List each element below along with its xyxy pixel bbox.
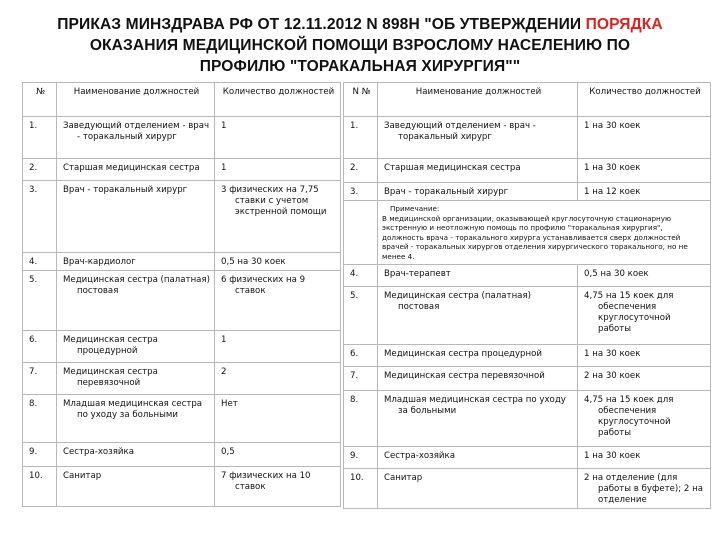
row-name: Медицинская сестра (палатная) постовая (378, 286, 578, 344)
row-count: Нет (215, 395, 341, 443)
table-row (23, 253, 341, 271)
note-text: В медицинской организации, оказывающей круглосуточную стационарную экстренную и неотложную помощь по профилю "торакальная хирургия", должность врача - торакального хирурга устанавливается сверх должностей врачей - торакальных хирургов отделения хирургического торакального, но не менее 4. (382, 213, 688, 261)
table-row (23, 363, 341, 395)
row-number: 5. (23, 271, 57, 331)
row-name: Старшая медицинская сестра (57, 159, 215, 181)
row-name: Младшая медицинская сестра по уходу за больными (57, 395, 215, 443)
row-number: 4. (23, 253, 57, 271)
row-number: 3. (344, 183, 378, 201)
row-count: 0,5 на 30 коек (215, 253, 341, 271)
page-title (20, 14, 700, 77)
row-count: 1 на 30 коек (578, 159, 711, 183)
header-position-name: Наименование должностей (378, 83, 578, 117)
title-line-3: ПРОФИЛЮ "ТОРАКАЛЬНАЯ ХИРУРГИЯ"" (199, 58, 521, 75)
row-name: Медицинская сестра процедурной (378, 344, 578, 366)
header-number: № (23, 83, 57, 117)
table-row (23, 443, 341, 467)
row-name: Медицинская сестра перевязочной (378, 366, 578, 390)
row-name: Врач - торакальный хирург (378, 183, 578, 201)
table-row (23, 331, 341, 363)
table-header-row (344, 83, 711, 117)
row-name: Младшая медицинская сестра по уходу за больными (378, 390, 578, 446)
row-number: 8. (23, 395, 57, 443)
row-name: Сестра-хозяйка (57, 443, 215, 467)
row-count: 1 на 30 коек (578, 344, 711, 366)
row-number: 4. (344, 264, 378, 286)
table-row (344, 366, 711, 390)
row-count: 2 (215, 363, 341, 395)
row-count: 1 (215, 159, 341, 181)
row-count: 4,75 на 15 коек для обеспечения круглосуточной работы (578, 390, 711, 446)
row-count: 0,5 (215, 443, 341, 467)
note-row (344, 201, 711, 265)
table-row (344, 390, 711, 446)
row-name: Санитар (57, 467, 215, 507)
row-number: 9. (23, 443, 57, 467)
row-number: 7. (344, 366, 378, 390)
header-number: N № (344, 83, 378, 117)
staffing-note (378, 201, 711, 265)
row-count: 1 на 30 коек (578, 117, 711, 159)
table-row (23, 117, 341, 159)
table-row (344, 446, 711, 468)
row-name: Медицинская сестра перевязочной (57, 363, 215, 395)
row-count: 6 физических на 9 ставок (215, 271, 341, 331)
title-line-1 (20, 14, 700, 35)
row-number: 10. (344, 468, 378, 508)
table-header-row (23, 83, 341, 117)
header-position-count: Количество должностей (578, 83, 711, 117)
row-count: 2 на 30 коек (578, 366, 711, 390)
table-row (344, 159, 711, 183)
table-row (23, 159, 341, 181)
row-count: 0,5 на 30 коек (578, 264, 711, 286)
row-number: 1. (23, 117, 57, 159)
table-row (344, 183, 711, 201)
row-name: Санитар (378, 468, 578, 508)
row-number: 6. (344, 344, 378, 366)
row-number: 10. (23, 467, 57, 507)
row-name: Заведующий отделением - врач - торакальный хирург (57, 117, 215, 159)
row-number: 9. (344, 446, 378, 468)
left-staff-table (22, 82, 341, 507)
table-row (344, 117, 711, 159)
row-number: 1. (344, 117, 378, 159)
note-title: Примечание: (390, 204, 440, 213)
table-row (23, 467, 341, 507)
table-row (344, 344, 711, 366)
row-number: 3. (23, 181, 57, 253)
header-position-name: Наименование должностей (57, 83, 215, 117)
table-row (23, 395, 341, 443)
row-number: 7. (23, 363, 57, 395)
row-number: 5. (344, 286, 378, 344)
row-count: 2 на отделение (для работы в буфете); 2 на отделение (578, 468, 711, 508)
row-count: 1 на 30 коек (578, 446, 711, 468)
title-line-2: ОКАЗАНИЯ МЕДИЦИНСКОЙ ПОМОЩИ ВЗРОСЛОМУ НАСЕЛЕНИЮ ПО (89, 37, 631, 54)
row-number: 8. (344, 390, 378, 446)
row-number: 2. (344, 159, 378, 183)
title-part-1: ПРИКАЗ МИНЗДРАВА РФ ОТ 12.11.2012 N 898Н "ОБ УТВЕРЖДЕНИИ (57, 16, 586, 33)
row-count: 3 физических на 7,75 ставки с учетом экстренной помощи (215, 181, 341, 253)
row-number: 2. (23, 159, 57, 181)
row-name: Заведующий отделением - врач - торакальный хирург (378, 117, 578, 159)
row-count: 7 физических на 10 ставок (215, 467, 341, 507)
table-row (23, 181, 341, 253)
note-spacer (344, 201, 378, 265)
row-name: Врач - торакальный хирург (57, 181, 215, 253)
table-row (23, 271, 341, 331)
row-name: Медицинская сестра (палатная) постовая (57, 271, 215, 331)
row-count: 1 на 12 коек (578, 183, 711, 201)
right-staff-table (343, 82, 711, 509)
row-count: 1 (215, 331, 341, 363)
row-name: Старшая медицинская сестра (378, 159, 578, 183)
table-row (344, 468, 711, 508)
table-row (344, 264, 711, 286)
title-highlight: ПОРЯДКА (585, 16, 663, 33)
table-row (344, 286, 711, 344)
row-name: Сестра-хозяйка (378, 446, 578, 468)
row-count: 4,75 на 15 коек для обеспечения круглосуточной работы (578, 286, 711, 344)
row-number: 6. (23, 331, 57, 363)
row-name: Врач-терапевт (378, 264, 578, 286)
header-position-count: Количество должностей (215, 83, 341, 117)
row-name: Медицинская сестра процедурной (57, 331, 215, 363)
row-name: Врач-кардиолог (57, 253, 215, 271)
row-count: 1 (215, 117, 341, 159)
